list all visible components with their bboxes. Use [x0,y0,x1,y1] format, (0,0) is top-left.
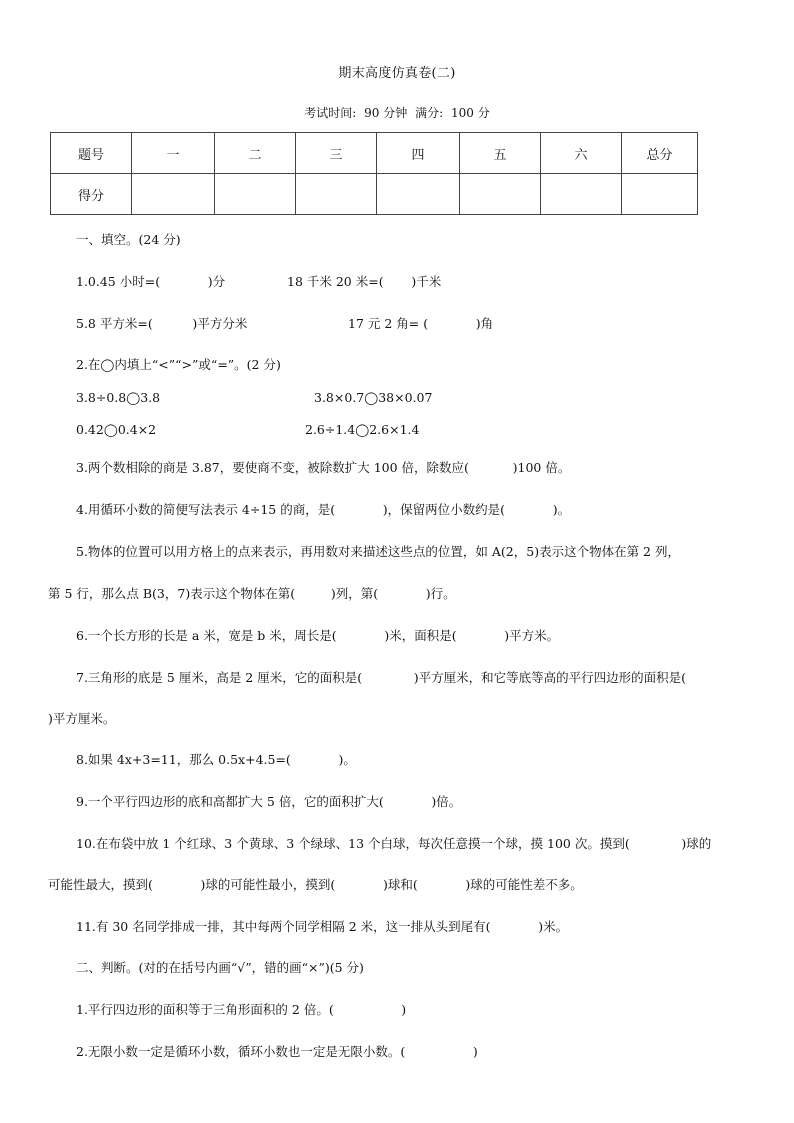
question-2a: 3.8÷0.8◯3.8 [76,390,161,405]
score-cell-total[interactable] [622,174,698,215]
score-cell-3[interactable] [296,174,377,215]
header-cell-5: 五 [460,133,541,174]
score-value: 100 分 [450,106,490,120]
header-cell-total: 总分 [622,133,698,174]
time-value: 90 分钟 [364,106,408,120]
header-cell-2: 二 [215,133,296,174]
question-9: 9.一个平行四边形的底和高都扩大 5 倍，它的面积扩大( )倍。 [76,794,462,809]
question-1d: 17 元 2 角= ( )角 [348,316,494,331]
score-cell-4[interactable] [377,174,460,215]
question-4: 4.用循环小数的简便写法表示 4÷15 的商，是( )，保留两位小数约是( )。 [76,502,571,517]
question-3: 3.两个数相除的商是 3.87，要使商不变，被除数扩大 100 倍，除数应( )100 倍。 [76,460,571,475]
header-cell-1: 一 [132,133,215,174]
question-2c: 0.42◯0.4×2 [76,422,157,437]
score-table-score-row [51,174,698,215]
section2-heading: 二、判断。(对的在括号内画“√”，错的画“×”)(5 分) [76,960,364,975]
exam-title: 期末高度仿真卷(二) [338,66,456,81]
score-table [50,132,698,215]
row-label-score: 得分 [51,174,132,215]
question-11: 11.有 30 名同学排成一排，其中每两个同学相隔 2 米，这一排从头到尾有( )米。 [76,919,569,934]
header-cell-6: 六 [541,133,622,174]
score-cell-2[interactable] [215,174,296,215]
exam-meta [0,104,794,121]
judge-question-1: 1.平行四边形的面积等于三角形面积的 2 倍。( ) [76,1002,407,1017]
question-10-line2: 可能性最大，摸到( )球的可能性最小，摸到( )球和( )球的可能性差不多。 [48,877,583,892]
question-1b: 18 千米 20 米=( )千米 [287,274,442,289]
question-1a: 1.0.45 小时=( )分 [76,274,226,289]
score-cell-5[interactable] [460,174,541,215]
time-label: 考试时间: [304,106,357,120]
score-cell-6[interactable] [541,174,622,215]
question-5-line1: 5.物体的位置可以用方格上的点来表示，再用数对来描述这些点的位置，如 A(2，5)表示这个物体在第 2 列， [76,544,680,559]
question-7-line2: )平方厘米。 [48,711,116,726]
question-1c: 5.8 平方米=( )平方分米 [76,316,248,331]
score-cell-1[interactable] [132,174,215,215]
question-5-line2: 第 5 行，那么点 B(3，7)表示这个物体在第( )列，第( )行。 [48,586,456,601]
question-8: 8.如果 4x+3=11，那么 0.5x+4.5=( )。 [76,752,356,767]
header-cell-4: 四 [377,133,460,174]
score-label: 满分: [415,106,444,120]
question-7-line1: 7.三角形的底是 5 厘米，高是 2 厘米，它的面积是( )平方厘米，和它等底等高的平行四边形的面积是( [76,670,687,685]
question-6: 6.一个长方形的长是 a 米，宽是 b 米，周长是( )米，面积是( )平方米。 [76,628,560,643]
question-10-line1: 10.在布袋中放 1 个红球、3 个黄球、3 个绿球、13 个白球，每次任意摸一个球，摸 100 次。摸到( )球的 [76,836,712,851]
score-table-header-row [51,133,698,174]
question-2b: 3.8×0.7◯38×0.07 [314,390,433,405]
header-cell-question: 题号 [51,133,132,174]
header-cell-3: 三 [296,133,377,174]
question-2d: 2.6÷1.4◯2.6×1.4 [305,422,420,437]
section1-heading: 一、填空。(24 分) [76,232,181,247]
judge-question-2: 2.无限小数一定是循环小数，循环小数也一定是无限小数。( ) [76,1044,478,1059]
question-2: 2.在◯内填上“<”“>”或“=”。(2 分) [76,357,281,372]
